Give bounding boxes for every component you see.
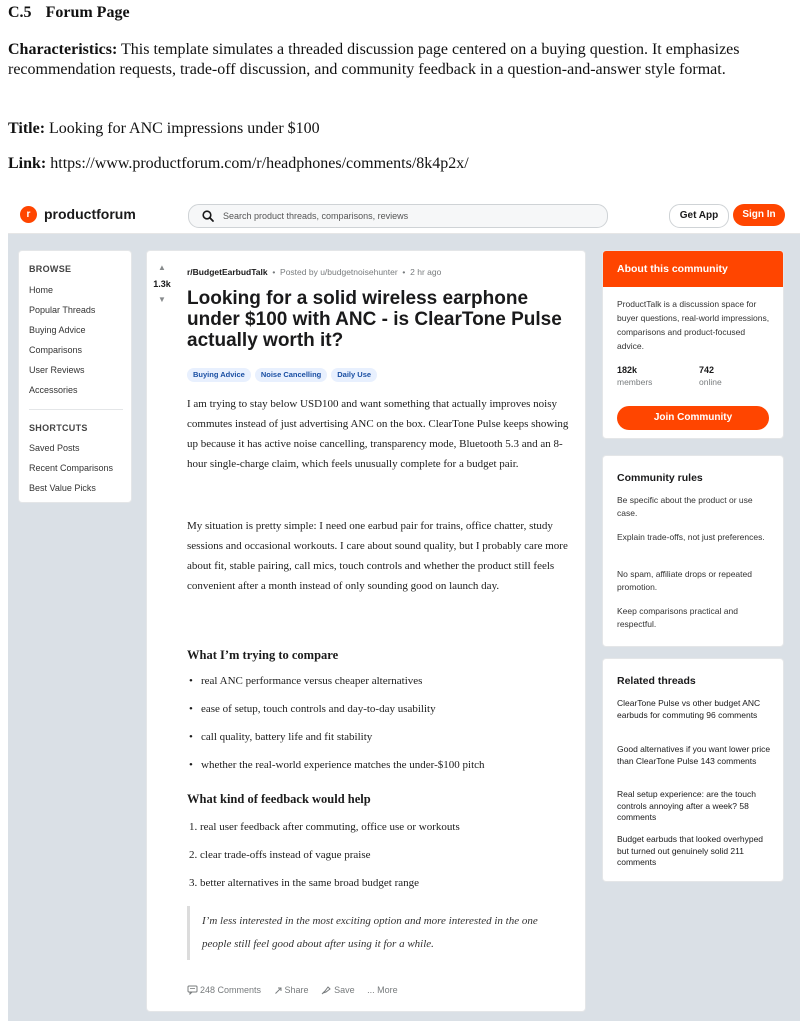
compare-item-4: whether the real-world experience matches the under-$100 pitch bbox=[201, 759, 485, 771]
get-app-button[interactable]: Get App bbox=[669, 204, 729, 228]
post-paragraph-1: I am trying to stay below USD100 and want something that actually improves noisy commutes instead of just advertising ANC on the box. ClearTone Pulse keeps showing up because it has active noise cancelling, transparency mode, Bluetooth 5.3 and an 8-hour single-charge claim, which feels unusually complete for a budget pair. bbox=[187, 398, 569, 470]
browse-heading: BROWSE bbox=[29, 264, 72, 274]
characteristics-text: This template simulates a threaded discussion page centered on a buying question. It emphasizes recommendation requests, trade-off discussion, and community feedback in a question-and-answer style format. bbox=[8, 41, 740, 78]
feedback-item-3: 3. better alternatives in the same broad budget range bbox=[189, 877, 419, 889]
characteristics-label: Characteristics: bbox=[8, 41, 118, 58]
post-paragraph-2: My situation is pretty simple: I need one earbud pair for trains, office chatter, study sessions and occasional workouts. I care about sound quality, but I probably care more about fit, stable pairing, call mics, touch controls and whether the product still feels convenient after a month instead of only sounding good on launch day. bbox=[187, 520, 568, 592]
related-thread-1[interactable]: ClearTone Pulse vs other budget ANC earbuds for commuting 96 comments bbox=[617, 698, 761, 720]
share-label: Share bbox=[284, 985, 309, 995]
about-description: ProductTalk is a discussion space for buyer questions, real-world impressions, comparisons and product-focused advice. bbox=[617, 299, 770, 351]
search-bar[interactable] bbox=[188, 204, 608, 228]
related-threads-card bbox=[602, 658, 784, 882]
about-title: About this community bbox=[617, 263, 728, 275]
section-heading bbox=[8, 4, 130, 22]
community-rules-card bbox=[602, 455, 784, 647]
sidebar-item-best-value-picks[interactable]: Best Value Picks bbox=[29, 483, 96, 493]
rule-item-2: Explain trade-offs, not just preferences. bbox=[617, 532, 765, 542]
link-value[interactable]: https://www.productforum.com/r/headphones/comments/8k4p2x/ bbox=[46, 155, 469, 172]
section-title: Forum Page bbox=[45, 4, 130, 21]
bookmark-icon bbox=[321, 985, 332, 995]
members-label: members bbox=[617, 377, 653, 387]
quote-text: I’m less interested in the most exciting option and more interested in the one people still feel good about after using it for a while. bbox=[202, 915, 538, 950]
rule-item-3: No spam, affiliate drops or repeated promotion. bbox=[617, 569, 752, 592]
top-bar bbox=[8, 195, 800, 234]
shortcuts-heading: SHORTCUTS bbox=[29, 423, 88, 433]
search-icon bbox=[201, 209, 215, 223]
post-card bbox=[146, 250, 586, 1012]
post-actions bbox=[187, 985, 408, 995]
rule-item-1: Be specific about the product or use case. bbox=[617, 495, 753, 518]
compare-item-3: call quality, battery life and fit stability bbox=[201, 731, 373, 743]
list-item: • call quality, battery life and fit stability bbox=[189, 731, 373, 743]
post-meta bbox=[187, 267, 441, 277]
join-community-button[interactable]: Join Community bbox=[617, 406, 769, 430]
tag-noise-cancelling[interactable]: Noise Cancelling bbox=[255, 368, 327, 382]
online-label: online bbox=[699, 377, 722, 387]
comment-icon bbox=[187, 985, 198, 995]
section-number: C.5 bbox=[8, 4, 32, 21]
members-count: 182k bbox=[617, 365, 638, 375]
about-header bbox=[603, 251, 783, 287]
tag-list bbox=[187, 364, 381, 378]
subreddit-link[interactable]: r/BudgetEarbudTalk bbox=[187, 267, 268, 277]
list-item: • ease of setup, touch controls and day-to-day usability bbox=[189, 703, 436, 715]
sidebar-item-user-reviews[interactable]: User Reviews bbox=[29, 365, 85, 375]
title-label: Title: bbox=[8, 120, 46, 137]
downvote-icon[interactable]: ▼ bbox=[158, 295, 166, 304]
rules-title: Community rules bbox=[617, 472, 703, 484]
logo-icon[interactable]: r bbox=[20, 206, 37, 223]
blockquote bbox=[187, 906, 562, 960]
save-button[interactable] bbox=[321, 985, 355, 995]
share-arrow-icon bbox=[274, 986, 283, 995]
forum-screenshot bbox=[8, 195, 800, 1021]
link-label: Link: bbox=[8, 155, 47, 172]
sidebar-item-home[interactable]: Home bbox=[29, 285, 54, 295]
list-item: • whether the real-world experience matches the under-$100 pitch bbox=[189, 759, 485, 771]
list-item: • real ANC performance versus cheaper alternatives bbox=[189, 675, 423, 687]
about-community-card bbox=[602, 250, 784, 439]
related-thread-2[interactable]: Good alternatives if you want lower price than ClearTone Pulse 143 comments bbox=[617, 744, 771, 766]
link-line bbox=[8, 155, 469, 173]
compare-item-2: ease of setup, touch controls and day-to-day usability bbox=[201, 703, 436, 715]
search-input[interactable] bbox=[223, 208, 593, 224]
comments-button[interactable] bbox=[187, 985, 261, 995]
related-title: Related threads bbox=[617, 675, 696, 687]
tag-buying-advice[interactable]: Buying Advice bbox=[187, 368, 251, 382]
left-sidebar bbox=[18, 250, 132, 503]
characteristics-paragraph bbox=[8, 40, 800, 80]
compare-item-1: real ANC performance versus cheaper alternatives bbox=[201, 675, 423, 687]
sidebar-item-accessories[interactable]: Accessories bbox=[29, 385, 78, 395]
tag-daily-use[interactable]: Daily Use bbox=[331, 368, 377, 382]
sidebar-item-comparisons[interactable]: Comparisons bbox=[29, 345, 83, 355]
share-button[interactable] bbox=[274, 985, 309, 995]
vote-count: 1.3k bbox=[153, 279, 171, 289]
related-thread-3[interactable]: Real setup experience: are the touch controls annoying after a week? 58 comments bbox=[617, 789, 756, 822]
sidebar-item-recent-comparisons[interactable]: Recent Comparisons bbox=[29, 463, 114, 473]
post-meta-rest: • Posted by u/budgetnoisehunter • 2 hr ago bbox=[267, 267, 442, 277]
feedback-item-1: 1. real user feedback after commuting, office use or workouts bbox=[189, 821, 460, 833]
title-line bbox=[8, 120, 320, 138]
online-count: 742 bbox=[699, 365, 715, 375]
rule-item-4: Keep comparisons practical and respectful. bbox=[617, 606, 738, 629]
related-thread-4[interactable]: Budget earbuds that looked overhyped but turned out genuinely solid 211 comments bbox=[617, 834, 764, 867]
save-label: Save bbox=[334, 985, 355, 995]
feedback-heading: What kind of feedback would help bbox=[187, 792, 371, 806]
sign-in-button[interactable]: Sign In bbox=[733, 204, 785, 226]
sidebar-divider bbox=[29, 409, 123, 410]
feedback-item-2: 2. clear trade-offs instead of vague praise bbox=[189, 849, 371, 861]
upvote-icon[interactable]: ▲ bbox=[158, 263, 166, 272]
sidebar-item-buying-advice[interactable]: Buying Advice bbox=[29, 325, 86, 335]
post-title: Looking for a solid wireless earphone under $100 with ANC - is ClearTone Pulse actually worth it? bbox=[187, 288, 562, 351]
more-button[interactable]: ... More bbox=[367, 985, 398, 995]
logo-text[interactable]: productforum bbox=[44, 206, 136, 222]
sidebar-item-saved-posts[interactable]: Saved Posts bbox=[29, 443, 80, 453]
comments-label: 248 Comments bbox=[200, 985, 262, 995]
sidebar-item-popular-threads[interactable]: Popular Threads bbox=[29, 305, 96, 315]
compare-heading: What I’m trying to compare bbox=[187, 648, 339, 662]
title-value: Looking for ANC impressions under $100 bbox=[45, 120, 320, 137]
